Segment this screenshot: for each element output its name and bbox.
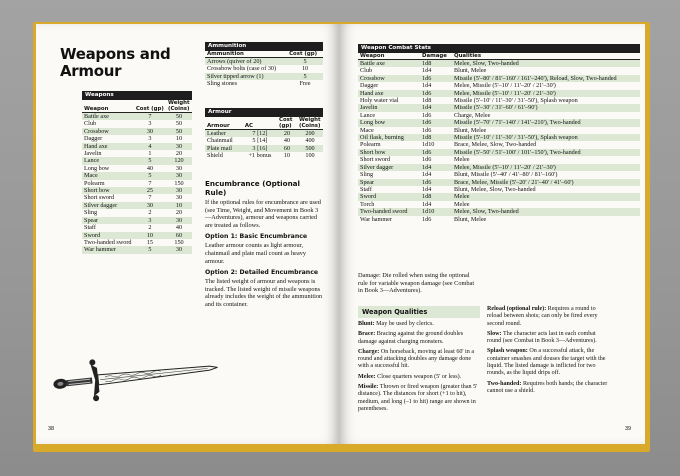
weapon-row [82,194,192,201]
ammunition-row-cell: Silver tipped arrow (1) [205,73,287,80]
combat-stats-row [358,97,640,104]
col-cost: Cost (gp) [134,100,166,113]
weapon-row-cell: 15 [146,238,153,246]
option1-text: Leather armour counts as light armour, chainmail and plate mail count as heavy armour. [205,242,307,265]
armour-row-cell: 20 [277,130,297,138]
combat-stats-row-cell: Missile (5'–30' / 31'–60' / 61'–90') [452,104,640,111]
weapons-table-body [82,113,192,254]
weapon-row-cell: Lance [82,157,134,164]
quality-term: Blunt: [358,321,375,327]
weapon-row-cell: 150 [174,238,184,246]
ammunition-row [205,80,323,87]
page-title: Weapons and Armour [60,45,171,80]
combat-stats-row-cell: Sling [360,171,374,179]
weapon-row-cell: 30 [166,143,192,150]
ammunition-row-cell: Crossbow bolts (case of 30) [207,65,277,73]
weapon-row-cell: 30 [166,187,192,194]
combat-stats-row-cell: 1d6 [420,75,452,82]
encumbrance-text: If the optional rules for encumbrance are used (see Time, Weight, and Movement in Book 3—Adventures), armour and weapons carried are treated as follows. [205,199,321,229]
combat-stats-row [358,104,640,111]
weapon-row [82,135,192,142]
quality-description: The character acts last in each combat round (see Combat in Book 3—Adventures). [487,330,597,345]
quality-entry [487,306,611,328]
col-qualities: Qualities [452,53,640,60]
combat-stats-row-cell: 1d8 [420,60,452,68]
ammunition-row-cell: 10 [301,65,309,73]
combat-stats-row-cell: Brace, Melee, Missile (5'–20' / 21'–40' / 41'–60') [452,179,640,186]
combat-stats-row-cell: 1d6 [422,215,432,223]
weapons-table-header: Weapons [82,91,192,100]
weapon-row-cell: Crossbow [82,128,134,135]
combat-stats-row-cell: Long bow [358,119,420,126]
armour-row-cell: 60 [277,145,297,152]
weapon-row-cell: 3 [148,120,152,128]
combat-stats-row-cell: Club [360,67,373,75]
option2-text: The listed weight of armour and weapons is tracked. The listed weight of missile weapons already includes the weight of the ammunition and its container. [205,278,323,308]
ammunition-row-cell: Arrows (quiver of 20) [205,58,287,66]
quality-entry [358,384,480,413]
weapon-row-cell: Silver dagger [82,202,134,209]
weapon-row-cell: 2 [148,224,152,232]
armour-row-cell: 100 [305,152,315,160]
combat-stats-row [358,201,640,208]
weapon-row-cell: Spear [82,217,134,224]
combat-stats-row-cell: Polearm [360,141,381,149]
quality-entry [487,331,611,346]
combat-stats-row [358,82,640,89]
ammunition-row [205,65,323,72]
col-weight: Weight (Coins) [166,100,192,113]
combat-stats-row-cell: Blunt, Missile (5'–40' / 41'–80' / 81'–160') [454,171,558,179]
combat-stats-row-cell: Missile (5'–50' / 51'–100' / 101'–150'), Two-handed [452,149,640,156]
armour-row-cell: 400 [305,137,315,145]
weapon-row-cell: 10 [134,232,166,239]
weapon-qualities-heading: Weapon Qualities [358,306,480,318]
weapon-row-cell: 5 [134,172,166,179]
armour-row [205,130,323,138]
armour-table-body [205,130,323,160]
combat-stats-row-cell: Staff [360,185,372,193]
quality-term: Melee: [358,373,376,380]
weapon-row [82,113,192,121]
combat-stats-header: Weapon Combat Stats [358,44,640,53]
weapon-row-cell: 7 [148,179,152,187]
combat-stats-row-cell: 1d4 [420,104,452,111]
combat-stats-row-cell: Melee, Slow, Two-handed [452,208,640,215]
col-ammo-cost: Cost (gp) [287,51,323,58]
col-armour-weight: Weight (Coins) [297,117,323,130]
weapon-row-cell: 3 [148,135,152,143]
weapon-row [82,224,192,231]
combat-stats-row [358,141,640,148]
weapon-row-cell: 4 [134,143,166,150]
weapon-row-cell: 1 [148,150,152,158]
combat-stats-row-cell: Melee, Missile (5'–10' / 11'–20' / 21'–30') [454,82,556,90]
combat-stats-row [358,156,640,163]
combat-stats-row-cell: Blunt, Melee [454,215,487,223]
combat-stats-row-cell: Two-handed sword [358,208,420,215]
weapon-row-cell: Long bow [84,164,110,172]
combat-stats-row-cell: Melee [452,193,640,200]
weapon-row [82,187,192,194]
weapon-row-cell: 40 [175,224,183,232]
combat-stats-row [358,171,640,178]
weapon-row [82,217,192,224]
quality-entry [358,321,480,328]
quality-term: Missile: [358,384,379,391]
combat-stats-row [358,134,640,141]
weapon-row-cell: 7 [134,113,166,121]
combat-stats-row-cell: Missile (5'–10' / 11'–30' / 31'–50'), Splash weapon [454,97,578,105]
combat-stats-row-cell: 1d6 [420,149,452,156]
combat-stats-row-cell: 1d4 [422,67,432,75]
combat-stats-row-cell: 1d10 [420,208,452,215]
combat-stats-row-cell: War hammer [360,215,392,223]
weapon-row-cell: 50 [166,128,192,135]
combat-stats-row [358,60,640,68]
weapon-row-cell: 120 [166,157,192,164]
col-armour-cost: Cost (gp) [277,117,297,130]
combat-stats-row-cell: 1d10 [422,141,435,149]
combat-stats-row-cell: Missile (5'–10' / 11'–30' / 31'–50'), Splash weapon [452,134,640,141]
quality-description: On horseback, moving at least 60' in a round and attacking doubles any damage done with a successful hit. [358,348,475,370]
combat-stats-row-cell: Sword [358,193,420,200]
combat-stats-row-cell: Spear [358,179,420,186]
combat-stats-row-cell: 1d6 [420,90,452,97]
combat-stats-row-cell: Melee, Missile (5'–10' / 11'–20' / 21'–30') [452,164,640,171]
qualities-list-right [487,306,611,395]
weapon-row [82,143,192,150]
weapon-qualities-left [358,306,480,416]
armour-row-cell: 200 [297,130,323,138]
quality-description: On a successful attack, the container smashes and douses the target with the liquid. The listed damage is inflicted for two rounds, as the liquid drips off. [487,348,606,377]
combat-stats-row-cell: 1d4 [422,82,432,90]
combat-stats-row-cell: Lance [360,111,376,119]
weapon-row-cell: 30 [166,246,192,253]
armour-row-cell: Shield [207,152,223,160]
combat-stats-row-cell: Missile (5'–80' / 81'–160' / 161'–240'), Reload, Slow, Two-handed [452,75,640,82]
quality-description: Bracing against the ground doubles damage against charging monsters. [358,331,464,345]
weapon-row-cell: 10 [166,202,192,209]
weapon-row-cell: Short bow [82,187,134,194]
armour-row-cell: Leather [205,130,243,138]
weapon-row [82,232,192,239]
quality-term: Reload (optional rule): [487,306,547,312]
combat-stats-row-cell: Missile (5'–70' / 71'–140' / 141'–210'), Two-handed [452,119,640,126]
combat-stats-row-cell: Blunt, Melee [454,126,487,134]
armour-table-header: Armour [205,108,323,117]
combat-stats-row-cell: Short sword [360,156,391,164]
combat-stats-row-cell: Hand axe [358,90,420,97]
option2-heading: Option 2: Detailed Encumbrance [205,269,319,277]
quality-entry [358,331,480,346]
ammunition-table [205,42,323,88]
weapon-row [82,202,192,209]
quality-description: May be used by clerics. [376,321,434,327]
combat-stats-row [358,193,640,200]
combat-stats-row-cell: Holy water vial [360,97,399,105]
combat-stats-row [358,75,640,82]
combat-stats-row-cell: 1d6 [422,111,432,119]
quality-term: Slow: [487,330,502,337]
weapon-row [82,180,192,187]
combat-stats-row-cell: 1d6 [422,156,432,164]
combat-stats-row-cell: Silver dagger [358,164,420,171]
col-weapon: Weapon [82,100,134,113]
weapon-row-cell: 7 [148,194,152,202]
col-ammunition: Ammunition [205,51,287,58]
col-stats-weapon: Weapon [358,53,420,60]
quality-description: Thrown or fired weapon (greater than 5' distance). The distances for short (+1 to hit), medium, and long (–1 to hit) range are shown in parentheses. [358,384,478,412]
sword-illustration [50,346,220,406]
combat-stats-row-cell: Blunt, Melee [454,67,487,75]
weapon-qualities-right [487,306,611,398]
quality-entry [358,349,480,371]
weapon-row-cell: Dagger [84,135,103,143]
combat-stats-row-cell: Dagger [360,82,379,90]
armour-row [205,152,323,159]
combat-stats-row [358,67,640,74]
combat-stats-row-cell: Melee [454,156,470,164]
quality-entry [487,381,611,396]
weapon-row-cell: Club [84,120,97,128]
weapon-row-cell: 10 [175,135,183,143]
weapon-row-cell: 25 [134,187,166,194]
quality-entry [358,374,480,381]
weapon-row-cell: 30 [134,202,166,209]
combat-stats-row-cell: Crossbow [358,75,420,82]
combat-stats-row [358,90,640,97]
combat-stats-row-cell: Torch [360,200,375,208]
ammunition-row-cell: Sling stones [207,80,238,88]
combat-stats-row-cell: Charge, Melee [454,111,491,119]
weapon-row-cell: Two-handed sword [84,238,132,246]
quality-description: Requires both hands; the character cannot use a shield. [487,380,608,394]
ammunition-row-cell: Free [299,80,311,88]
combat-stats-row [358,186,640,193]
armour-row [205,137,323,144]
weapon-row-cell: 150 [174,179,184,187]
combat-stats-body [358,60,640,223]
encumbrance-heading: Encumbrance (Optional Rule) [205,179,300,197]
quality-description: Requires a round to reload between shots; can only be fired every second round. [487,306,598,327]
quality-term: Splash weapon: [487,348,528,355]
ammunition-row-cell: 5 [287,58,323,66]
combat-stats-row-cell: Melee, Missile (5'–10' / 11'–20' / 21'–30') [452,90,640,97]
col-armour: Armour [205,117,243,130]
weapon-row-cell: 20 [175,150,183,158]
combat-stats-row-cell: Battle axe [358,60,420,68]
combat-stats-row [358,164,640,171]
weapon-row-cell: Sword [82,232,134,239]
combat-stats-row [358,149,640,156]
armour-row-cell: 5 [14] [252,137,268,145]
weapon-row-cell: 40 [146,164,153,172]
weapons-table [82,91,192,254]
armour-row-cell: 7 [12] [243,130,277,138]
armour-row-cell: 3 [16] [243,145,277,152]
weapon-row [82,209,192,216]
armour-row-cell: +1 bonus [248,152,272,160]
combat-stats-row-cell: Melee, Slow, Two-handed [452,60,640,68]
combat-stats-row-cell: Brace, Melee, Slow, Two-handed [454,141,537,149]
combat-stats-row-cell: 1d6 [420,179,452,186]
combat-stats-row-cell: Blunt, Melee, Slow, Two-handed [454,185,536,193]
left-page-number: 38 [48,426,55,432]
ammunition-table-header: Ammunition [205,42,323,51]
qualities-list-left [358,321,480,413]
weapon-row-cell: 50 [175,120,183,128]
combat-stats-row-cell: Javelin [358,104,420,111]
weapon-row [82,246,192,253]
quality-term: Charge: [358,348,380,355]
combat-stats-row [358,179,640,186]
combat-stats-row-cell: 1d8 [420,134,452,141]
weapon-row-cell: 50 [166,113,192,121]
combat-stats-row-cell: 1d4 [422,200,432,208]
combat-stats-row [358,119,640,126]
combat-stats-row-cell: Mace [360,126,374,134]
weapon-row [82,239,192,246]
weapon-row-cell: Polearm [84,179,105,187]
quality-description: Close quarters weapon (5' or less). [377,373,462,380]
weapon-row-cell: 5 [134,246,166,253]
combat-stats-row-cell: 1d6 [420,119,452,126]
weapon-row-cell: 2 [148,209,152,217]
weapon-row [82,165,192,172]
weapon-row-cell: Javelin [84,150,102,158]
weapon-row [82,120,192,127]
right-page-number: 39 [625,426,632,432]
weapon-row [82,150,192,157]
combat-stats-row [358,216,640,223]
weapon-row-cell: Sling [84,209,98,217]
armour-row-cell: 40 [283,137,291,145]
armour-row-cell: Plate mail [205,145,243,152]
weapon-row-cell: 20 [175,209,183,217]
weapon-row-cell: 5 [134,157,166,164]
option1-heading: Option 1: Basic Encumbrance [205,233,308,241]
weapon-row-cell: War hammer [82,246,134,253]
col-ac: AC [243,117,277,130]
armour-row-cell: 500 [297,145,323,152]
weapon-row-cell: 60 [166,232,192,239]
combat-stats-row-cell: 1d8 [420,193,452,200]
weapon-row-cell: 3 [134,217,166,224]
weapon-row [82,157,192,164]
weapon-row-cell: 30 [134,128,166,135]
quality-term: Brace: [358,331,376,338]
combat-stats-row [358,208,640,215]
armour-row-cell: 10 [283,152,291,160]
left-page [36,24,339,444]
combat-stats-row-cell: Oil flask, burning [358,134,420,141]
combat-stats-row-cell: 1d4 [420,164,452,171]
combat-stats-row [358,112,640,119]
weapon-row-cell: 30 [166,172,192,179]
weapon-row-cell: Mace [82,172,134,179]
combat-stats-row-cell: 1d6 [422,126,432,134]
weapon-row-cell: 30 [175,194,183,202]
combat-stats-row-cell: 1d4 [422,185,432,193]
weapon-row [82,172,192,179]
weapon-row-cell: 30 [166,217,192,224]
weapon-row-cell: Short sword [84,194,115,202]
ammunition-row-cell: 5 [287,73,323,80]
weapon-row-cell: 30 [175,164,183,172]
right-page [339,24,645,444]
armour-row [205,145,323,152]
combat-stats-row-cell: Short bow [358,149,420,156]
ammunition-row [205,73,323,80]
weapon-combat-stats-table [358,44,640,223]
combat-stats-row [358,127,640,134]
armour-row-cell: Chainmail [207,137,233,145]
ammunition-table-body [205,58,323,88]
ammunition-row [205,58,323,66]
combat-stats-row-cell: 1d4 [422,171,432,179]
quality-term: Two-handed: [487,380,522,387]
encumbrance-section [205,179,323,313]
damage-note: Damage: Die rolled when using the optional rule for variable weapon damage (see Combat in Book 3—Adventures). [358,272,475,295]
weapon-row-cell: Staff [84,224,96,232]
armour-table [205,108,323,160]
col-damage: Damage [420,53,452,60]
quality-entry [487,348,611,377]
combat-stats-row-cell: Melee [454,200,470,208]
combat-stats-row-cell: 1d8 [422,97,432,105]
weapon-row-cell: Battle axe [82,113,134,121]
weapon-row-cell: Hand axe [82,143,134,150]
weapon-row [82,128,192,135]
